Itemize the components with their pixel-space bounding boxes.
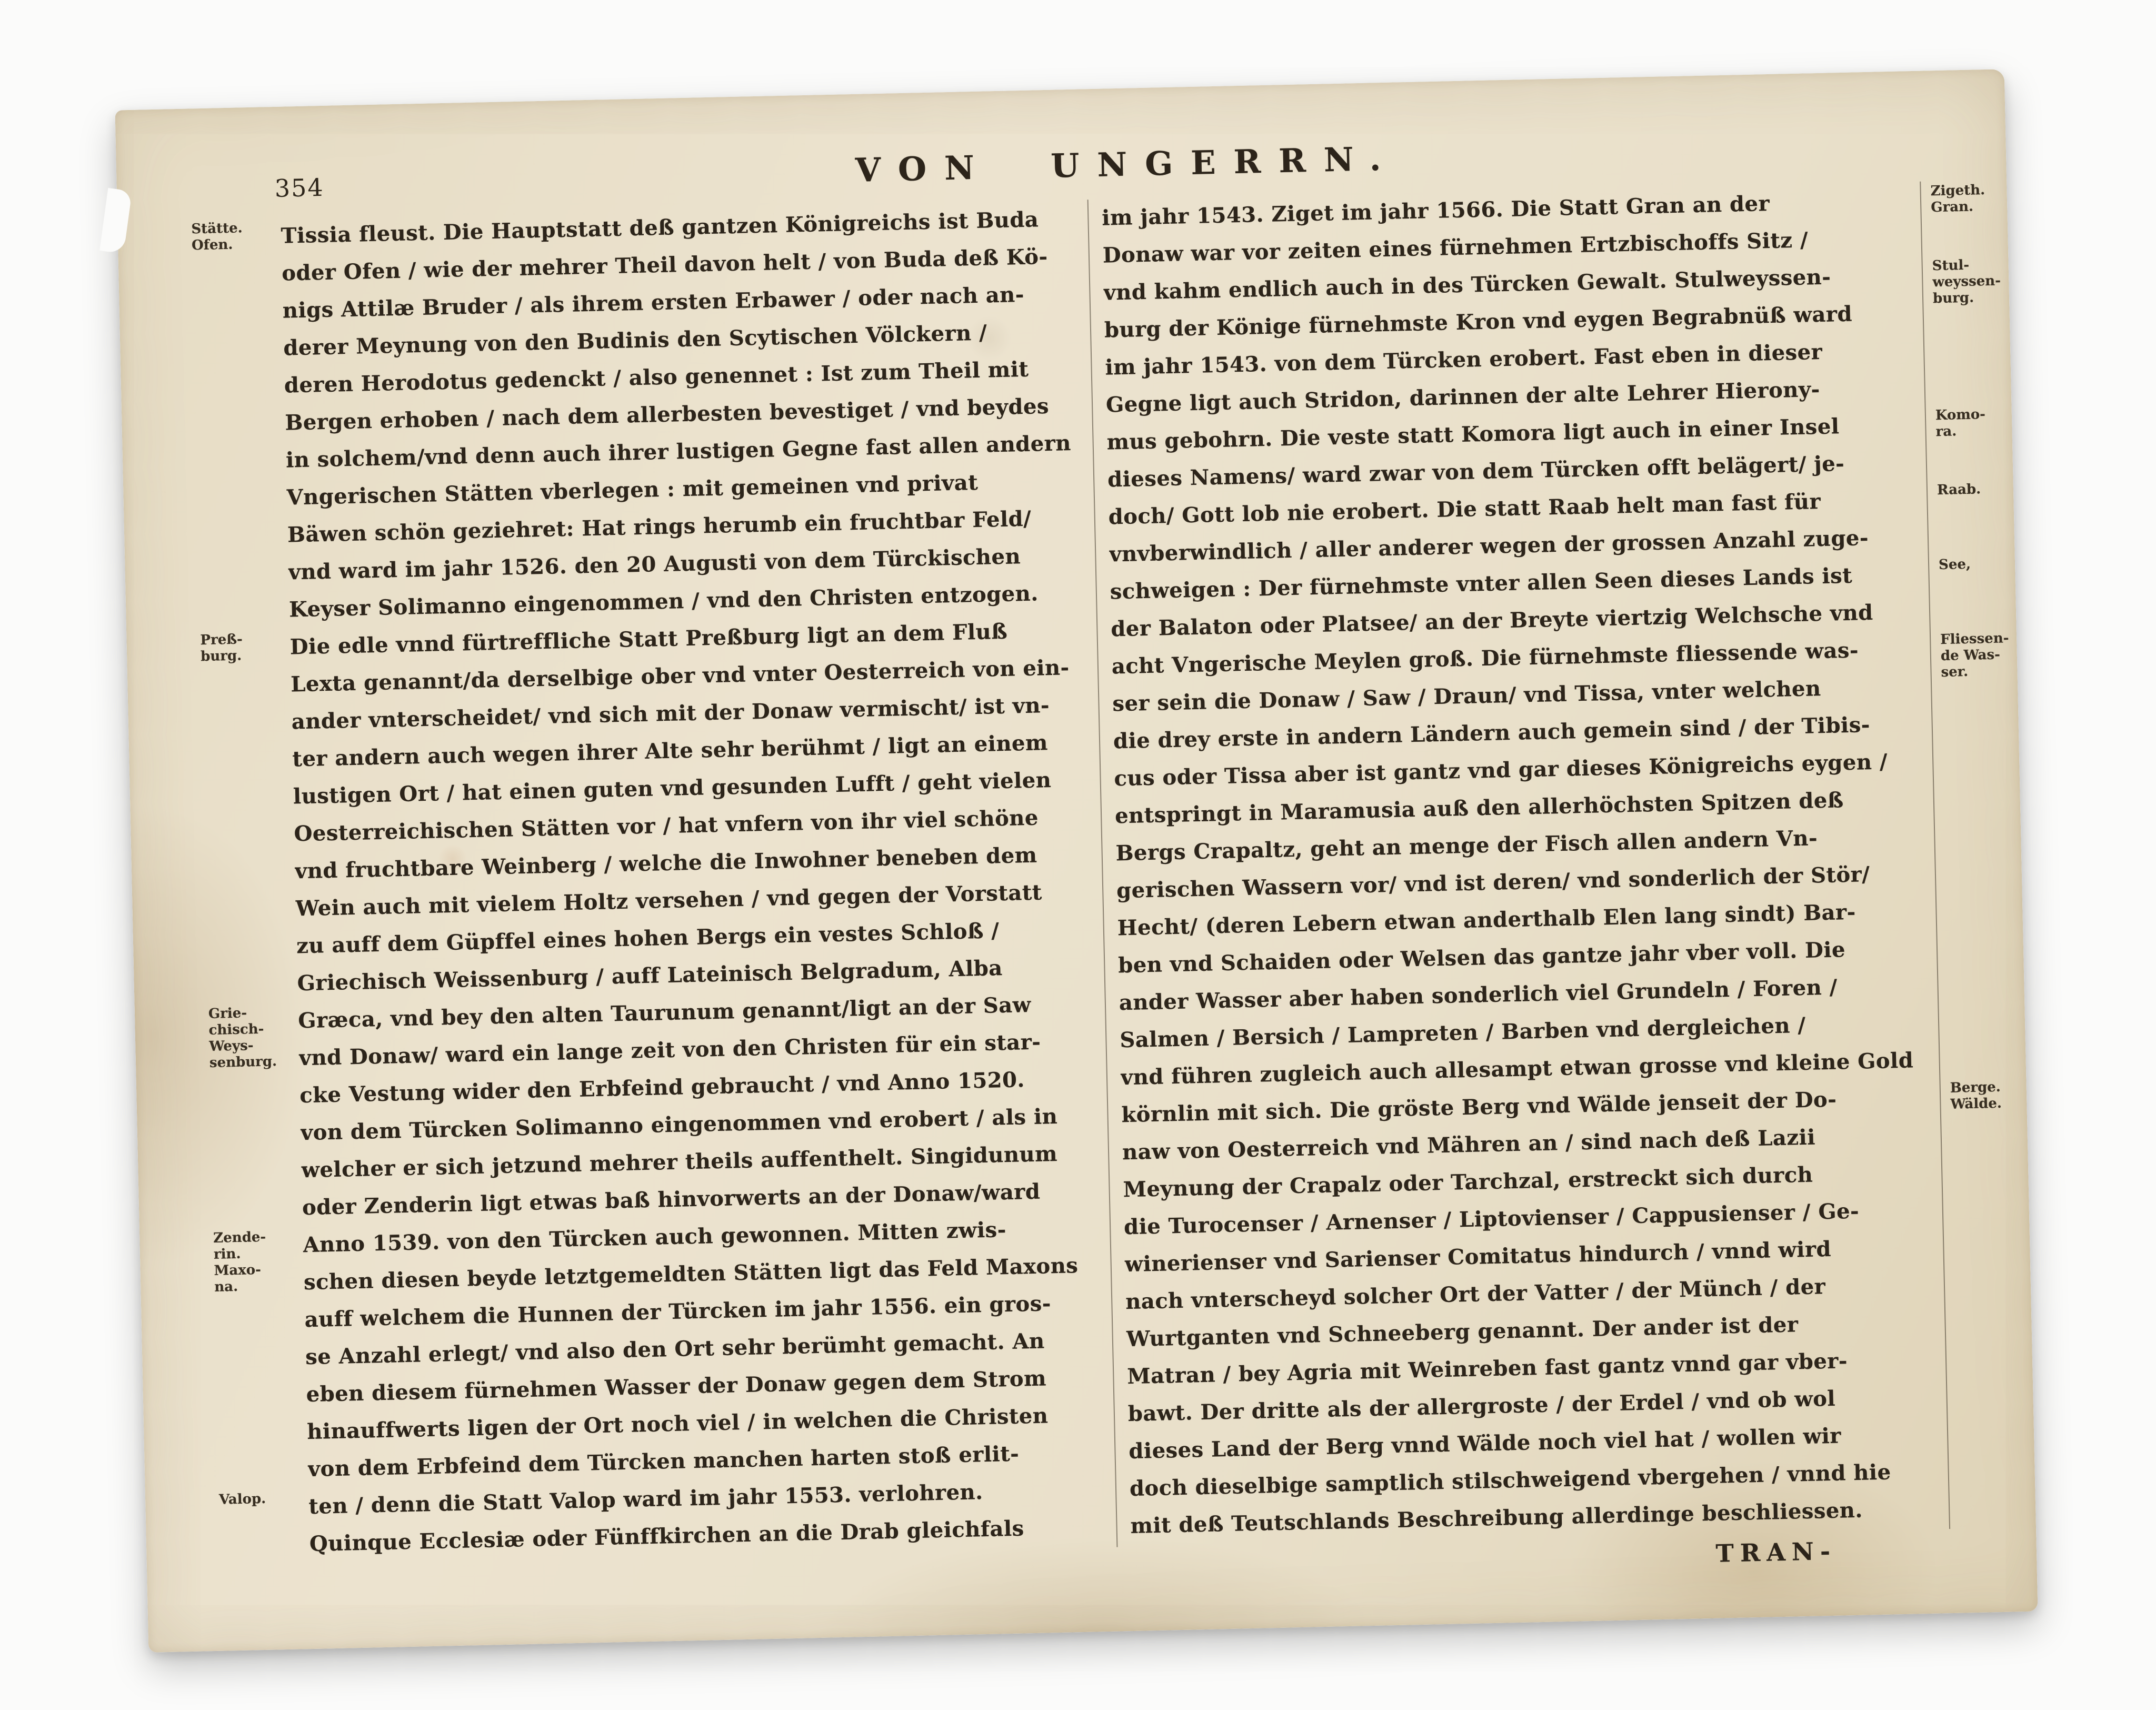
text-line: se Anzahl erlegt/ vnd also den Ort sehr berümht gemacht. An <box>305 1328 1045 1370</box>
text-line: auff welchem die Hunnen der Türcken im jahr 1556. ein gros- <box>304 1291 1052 1333</box>
text-line: vnd Donaw/ ward ein lange zeit von den Christen für ein star- <box>298 1029 1041 1071</box>
text-line: Griechisch Weissenburg / auff Lateinisch Belgradum, Alba <box>297 956 1003 996</box>
text-line: Salmen / Bersich / Lampreten / Barben vnd dergleichen / <box>1119 1012 1806 1053</box>
margin-note-line: Ofen. <box>191 236 233 254</box>
margin-note-line: de Was- <box>1940 647 2001 664</box>
text-line: Matran / bey Agria mit Weinreben fast gantz vnnd gar vber- <box>1126 1348 1848 1389</box>
margin-note-line: burg. <box>1932 290 1974 307</box>
text-line: bawt. Der dritte als der allergroste / der Erdel / vnd ob wol <box>1127 1386 1836 1427</box>
text-line: von dem Türcken Solimanno eingenommen vnd erobert / als in <box>300 1103 1058 1146</box>
text-line: Wurtganten vnd Schneeberg genannt. Der ander ist der <box>1126 1312 1799 1352</box>
text-line: Donaw war vor zeiten eines fürnehmen Ertzbischoffs Sitz / <box>1102 227 1809 268</box>
text-line: Bergs Crapaltz, geht an menge der Fisch allen andern Vn- <box>1115 826 1818 866</box>
margin-note-line: na. <box>214 1278 238 1295</box>
text-line: Wein auch mit vielem Holtz versehen / vnd gegen der Vorstatt <box>295 880 1043 921</box>
text-line: doch dieselbige samptlich stilschweigend vbergehen / vnnd hie <box>1129 1459 1892 1502</box>
margin-note <box>1930 182 1985 216</box>
text-line: entspringt in Maramusia auß den allerhöchsten Spitzen deß <box>1114 788 1844 829</box>
right-text-column <box>1102 182 1947 1545</box>
margin-note <box>1935 406 1986 440</box>
text-line: vnd fruchtbare Weinberg / welche die Inwohner beneben dem <box>294 842 1037 884</box>
margin-note <box>1940 630 2010 681</box>
margin-note-line: Maxo- <box>214 1261 262 1279</box>
text-line: naw von Oesterreich vnd Mähren an / sind nach deß Lazii <box>1122 1125 1816 1165</box>
margin-note-line: Fliessen- <box>1940 630 2009 648</box>
text-line: Anno 1539. von den Türcken auch gewonnen. Mitten zwis- <box>303 1217 1007 1258</box>
margin-note <box>213 1229 267 1296</box>
margin-note <box>191 220 243 254</box>
text-line: vnd ward im jahr 1526. den 20 Augusti von dem Türckischen <box>288 544 1021 585</box>
margin-note <box>1939 556 1971 573</box>
text-line: ter andern auch wegen ihrer Alte sehr berühmt / ligt an einem <box>292 730 1049 772</box>
text-line: Bergen erhoben / nach dem allerbesten bevestiget / vnd beydes <box>284 393 1050 435</box>
margin-note-line: senburg. <box>209 1053 277 1071</box>
text-line: burg der Könige fürnehmste Kron vnd eygen Begrabnüß ward <box>1104 301 1853 343</box>
margin-note-line: See, <box>1938 556 1971 573</box>
text-line: dieses Namens/ ward zwar von dem Türcken offt belägert/ je- <box>1107 451 1845 492</box>
margin-note-line: Stul- <box>1932 257 1970 274</box>
margin-note-line: Grie- <box>208 1005 247 1022</box>
margin-note-line: Berge. <box>1950 1079 2001 1096</box>
text-line: derer Meynung von den Budinis den Scytischen Völckern / <box>283 320 987 361</box>
margin-note <box>200 631 243 665</box>
margin-note-line: Raab. <box>1937 481 1981 499</box>
text-line: schweigen : Der fürnehmste vnter allen Seen dieses Lands ist <box>1110 563 1853 604</box>
text-line: hinauffwerts ligen der Ort noch viel / in welchen die Christen <box>306 1403 1049 1445</box>
text-line: nach vnterscheyd solcher Ort der Vatter / der Münch / der <box>1125 1274 1826 1315</box>
text-line: nigs Attilæ Bruder / als ihrem ersten Erbawer / oder nach an- <box>282 282 1025 323</box>
text-line: ander vnterscheidet/ vnd sich mit der Donaw vermischt/ ist vn- <box>291 693 1050 734</box>
text-line: oder Zenderin ligt etwas baß hinvorwerts an der Donaw/ward <box>302 1179 1041 1220</box>
text-line: ander Wasser aber haben sonderlich viel Grundeln / Foren / <box>1119 975 1838 1016</box>
text-line: Lexta genannt/da derselbige ober vnd vnter Oesterreich von ein- <box>290 655 1070 697</box>
text-line: lustigen Ort / hat einen guten vnd gesunden Lufft / geht vielen <box>293 768 1052 809</box>
text-line: cus oder Tissa aber ist gantz vnd gar dieses Königreichs eygen / <box>1114 749 1888 791</box>
text-line: mit deß Teutschlands Beschreibung allerdinge beschliessen. <box>1130 1497 1863 1539</box>
margin-note-line: ser. <box>1941 663 1969 681</box>
margin-note-line: Preß- <box>200 631 243 649</box>
catchword: TRAN- <box>1715 1536 1837 1568</box>
text-line: winerienser vnd Sarienser Comitatus hindurch / vnnd wird <box>1124 1236 1832 1277</box>
text-line: der Balaton oder Platsee/ an der Breyte viertzig Welchsche vnd <box>1110 600 1874 642</box>
right-margin-notes <box>1930 178 2094 1527</box>
text-line: vnvberwindlich / aller anderer wegen der grossen Anzahl zuge- <box>1109 525 1869 567</box>
text-line: im jahr 1543. von dem Türcken erobert. Fast eben in dieser <box>1105 339 1823 380</box>
text-line: im jahr 1543. Ziget im jahr 1566. Die Statt Gran an der <box>1101 191 1770 231</box>
margin-note <box>1932 256 2001 307</box>
margin-note-line: rin. <box>213 1246 241 1262</box>
page-number: 354 <box>274 173 325 203</box>
text-line: Hecht/ (deren Lebern etwan anderthalb Elen lang sindt) Bar- <box>1117 899 1856 941</box>
text-line: deren Herodotus gedenckt / also genennet : Ist zum Theil mit <box>284 356 1029 398</box>
text-line: gerischen Wassern vor/ vnd ist deren/ vnd sonderlich der Stör/ <box>1116 862 1870 903</box>
text-line: welcher er sich jetzund mehrer theils auffenthelt. Singidunum <box>301 1141 1058 1183</box>
text-line: ben vnd Schaiden oder Welsen das gantze jahr vber voll. Die <box>1117 937 1846 978</box>
text-line: mus gebohrn. Die veste statt Komora ligt auch in einer Insel <box>1106 414 1840 455</box>
text-line: Oesterreichischen Stätten vor / hat vnfern von ihr viel schöne <box>294 805 1039 847</box>
text-line: Vngerischen Stätten vberlegen : mit gemeinen vnd privat <box>286 470 979 510</box>
text-line: schen diesen beyde letztgemeldten Stätten ligt das Feld Maxons <box>303 1253 1079 1295</box>
text-line: Meynung der Crapalz oder Tarchzal, erstreckt sich durch <box>1123 1162 1813 1202</box>
margin-note-line: Weys- <box>208 1038 254 1055</box>
margin-note <box>219 1491 266 1508</box>
margin-note-line: Gran. <box>1930 198 1974 216</box>
text-line: Die edle vnnd fürtreffliche Statt Preßburg ligt an dem Fluß <box>290 619 1008 660</box>
margin-note-line: Komo- <box>1935 406 1986 424</box>
text-line: vnd führen zugleich auch allesampt etwan grosse vnd kleine Gold <box>1120 1048 1914 1090</box>
margin-note-line: Stätte. <box>191 220 243 237</box>
text-line: Græca, vnd bey den alten Taurunum genannt/ligt an der Saw <box>297 992 1032 1033</box>
text-line: Keyser Solimanno eingenommen / vnd den Christen entzogen. <box>288 581 1039 622</box>
text-block <box>191 178 2094 1565</box>
text-line: doch/ Gott lob nie erobert. Die statt Raab helt man fast für <box>1108 489 1821 530</box>
text-line: von dem Erbfeind dem Türcken manchen harten stoß erlit- <box>307 1441 1020 1482</box>
margin-note-line: Wälde. <box>1950 1095 2002 1112</box>
text-line: dieses Land der Berg vnnd Wälde noch viel hat / wollen wir <box>1128 1423 1842 1464</box>
text-line: die Turocenser / Arnenser / Liptovienser / Cappusienser / Ge- <box>1123 1198 1860 1240</box>
text-line: Tissia fleust. Die Hauptstatt deß gantzen Königreichs ist Buda <box>281 207 1039 248</box>
text-line: Bäwen schön geziehret: Hat rings herumb ein fruchtbar Feld/ <box>287 506 1032 548</box>
text-line: acht Vngerische Meylen groß. Die fürnehmste fliessende was- <box>1111 638 1859 679</box>
text-line: zu auff dem Güpffel eines hohen Bergs ein vestes Schloß / <box>296 918 1000 959</box>
running-title: VON UNGERRN. <box>855 139 1400 190</box>
margin-note-line: burg. <box>200 648 242 665</box>
text-line: vnd kahm endlich auch in des Türcken Gewalt. Stulweyssen- <box>1103 264 1831 305</box>
text-line: oder Ofen / wie der mehrer Theil davon helt / von Buda deß Kö- <box>281 244 1049 286</box>
text-line: ser sein die Donaw / Saw / Draun/ vnd Tissa, vnter welchen <box>1112 676 1822 717</box>
text-line: die drey erste in andern Ländern auch gemein sind / der Tibis- <box>1113 712 1871 754</box>
text-line: ten / denn die Statt Valop ward im jahr 1553. verlohren. <box>308 1479 984 1519</box>
margin-note-line: weyssen- <box>1932 273 2001 291</box>
text-line: körnlin mit sich. Die gröste Berg vnd Wälde jenseit der Do- <box>1121 1087 1837 1128</box>
margin-note-line: Valop. <box>218 1490 266 1508</box>
margin-note-line: chisch- <box>208 1021 264 1039</box>
margin-note <box>1950 1079 2002 1113</box>
margin-note-line: ra. <box>1935 423 1957 440</box>
text-line: cke Vestung wider den Erbfeind gebraucht / vnd Anno 1520. <box>299 1067 1025 1108</box>
margin-note-line: Zende- <box>213 1229 266 1246</box>
margin-note <box>1937 481 1981 499</box>
scanned-book-page <box>115 69 2038 1653</box>
text-line: eben diesem fürnehmen Wasser der Donaw gegen dem Strom <box>306 1366 1047 1407</box>
text-line: in solchem/vnd denn auch ihrer lustigen Gegne fast allen andern <box>285 431 1072 473</box>
text-line: Gegne ligt auch Stridon, darinnen der alte Lehrer Hierony- <box>1105 376 1821 417</box>
margin-note <box>208 1005 277 1071</box>
left-text-column <box>281 200 1104 1563</box>
margin-note-line: Zigeth. <box>1930 182 1985 200</box>
text-line: Quinque Ecclesiæ oder Fünffkirchen an die Drab gleichfals <box>309 1516 1025 1557</box>
